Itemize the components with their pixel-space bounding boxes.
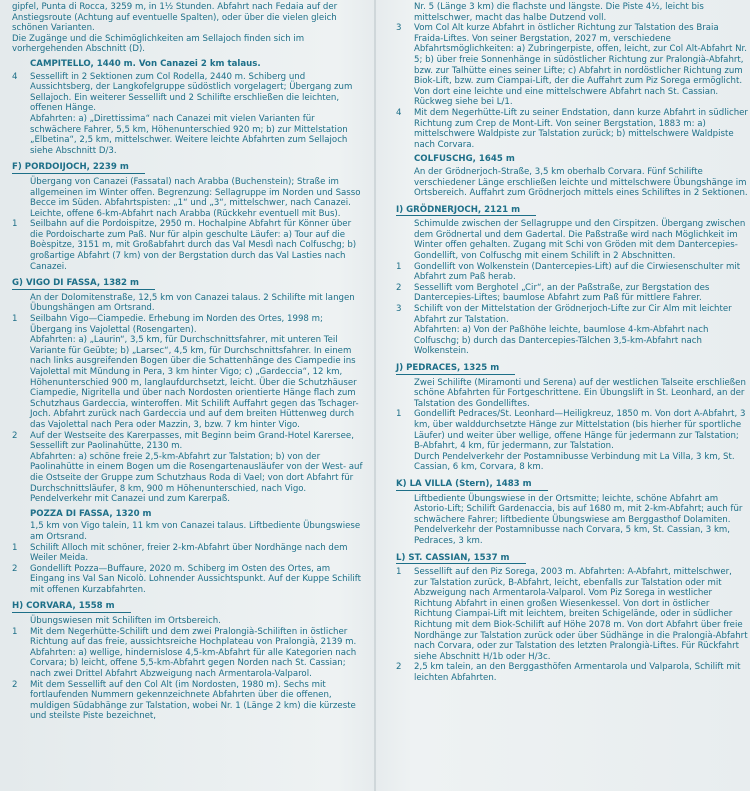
list-item	[396, 409, 748, 473]
list-item	[12, 680, 364, 722]
section-title: F) PORDOIJOCH, 2239 m	[12, 162, 145, 174]
item-number: 1	[396, 261, 402, 272]
item-number: 1	[12, 542, 18, 553]
section-title: K) LA VILLA (Stern), 1483 m	[396, 479, 548, 491]
item-text: Mit dem Sessellift auf den Col Alt (im Nordosten, 1980 m). Sechs mit fortlaufenden Nummern gekennzeichnete Abfahrten über die offenen, muldigen Südabhänge zur Talstation, wobei Nr. 1 (Länge 2 km) die kürzeste und steilste Piste bezeichnet,	[30, 679, 356, 722]
item-text: Schilift Alloch mit schöner, freier 2-km-Abfahrt über Nordhänge nach dem Weiler Meida.	[30, 542, 348, 564]
section-desc: An der Dolomitenstraße, 12,5 km von Canazei talaus. 2 Schilifte mit langen Übungshängen am Ortsrand.	[30, 292, 355, 314]
section-title: COLFUSCHG, 1645 m	[414, 154, 515, 165]
section-groednerjoch	[396, 203, 748, 357]
item-text: Mit dem Negerhütte-Lift zu seiner Endstation, dann kurze Abfahrt in südlicher Richtung zum Crep de Mont-Lift. Von seiner Bergstation, 1883 m: a) mittelschwere Waldpiste zur Talstation zurück; b) mittelschwere Waldpiste nach Corvara.	[414, 107, 748, 150]
item-text: Sessellift auf den Piz Sorega, 2003 m. Abfahrten: A-Abfahrt, mittelschwer, zur Talstation zurück, B-Abfahrt, leicht, ebenfalls zur Talstation oder mit Abzweigung nach Armentarola-Valparol. Vom Piz Sorega in westlicher Richtung Abfahrt in einen großen Wiesenkessel. Von dort in östlicher Richtung Ciampai-Lift mit leichtem, breiten Schigelände, oder in südlicher Richtung mit dem Biok-Schilift auf Höhe 2078 m. Von dort Abfahrt über freie Nordhänge zur Talstation zurück oder über Südhänge in die Pralongià-Abfahrt nach Corvara, oder zur Talstation des letzten Pralongià-Liftes. Für Rückfahrt siehe Abschnitt H/1b oder H/3c.	[414, 567, 748, 662]
item-text: Abfahrten: a) schöne freie 2,5-km-Abfahrt zur Talstation; b) von der Paolinahütte in einem Bogen um die Rosengartenausläufer von der West- auf die Ostseite der Gruppe zum Schutzhaus Roda di Vael; von dort Abfahrt für Durchschnittsläufer, 8 km, 900 m Höhenunterschied, nach Vigo. Pendelverkehr mit Canazei und zum Karerpaß.	[30, 451, 363, 505]
item-number: 2	[12, 430, 18, 441]
section-pordoijoch	[12, 160, 364, 272]
item-number: 4	[12, 71, 18, 82]
item-text: Schilift von der Mittelstation der Grödnerjoch-Lifte zur Cir Alm mit leichter Abfahrt zur Talstation.	[414, 304, 732, 325]
item-number: 1	[396, 409, 402, 420]
item-text: Abfahrten: a) Von der Paßhöhe leichte, baumlose 4-km-Abfahrt nach Colfuschg; b) durch das Dantercepies-Tälchen 3,5-km-Abfahrt nach Wolkenstein.	[414, 325, 709, 357]
item-number: 1	[396, 567, 402, 578]
section-title: H) CORVARA, 1558 m	[12, 601, 131, 613]
list-item	[12, 431, 364, 505]
item-text: Auf der Westseite des Karerpasses, mit Beginn beim Grand-Hotel Karersee, Sessellift zur Paolinahütte, 2130 m.	[30, 430, 354, 452]
list-item	[12, 219, 364, 272]
section-desc: 1,5 km von Vigo talein, 11 km von Canazei talaus. Liftbediente Übungswiese am Ortsrand.	[30, 521, 361, 542]
item-number: 2	[396, 662, 402, 673]
section-title: L) ST. CASSIAN, 1537 m	[396, 553, 526, 565]
section-vigo	[12, 276, 364, 504]
section-desc: Übungswiesen mit Schiliften im Ortsbereich.	[30, 616, 221, 627]
list-item	[396, 23, 748, 108]
item-text: Sessellift vom Berghotel „Cir“, an der Paßstraße, zur Bergstation des Dantercepies-Liftes; baumlose Abfahrt zum Paß für mittlere Fahrer.	[414, 282, 710, 304]
list-item	[396, 304, 748, 357]
right-column	[396, 2, 748, 684]
page-fold	[374, 0, 376, 791]
item-text: Seilbahn auf die Pordoispitze, 2950 m. Hochalpine Abfahrt für Könner über die Pordoischarte zum Paß. Nur für alpin geschulte Läufer: a) Tour auf die Boèspitze, 3151 m, mit Großabfahrt durch das Val Mesdì nach Colfuschg; b) großartige Abfahrt (7 km) von der Bergstation durch das Val Lasties nach Canazei.	[30, 219, 357, 272]
item-number: 1	[12, 219, 18, 230]
list-item	[396, 567, 748, 662]
list-item	[12, 627, 364, 680]
item-number: 1	[12, 626, 18, 637]
section-colfuschg	[396, 154, 748, 198]
intro-paragraph: gipfel, Punta di Rocca, 3259 m, in 1½ Stunden. Abfahrt nach Fedaia auf der Anstiegsroute (Achtung auf eventuelle Spalten), oder über die vielen gleich schönen Varianten.	[12, 2, 338, 34]
list-item	[396, 262, 748, 283]
section-title: I) GRÖDNERJOCH, 2121 m	[396, 205, 536, 217]
section-lavilla	[396, 477, 748, 547]
item-text: Seilbahn Vigo—Ciampedie. Erhebung im Norden des Ortes, 1998 m; Übergang ins Vajolettal (Rosengarten).	[30, 314, 323, 335]
item-text: Abfahrten: a) „Laurin“, 3,5 km, für Durchschnittsfahrer, mit unteren Teil Variante für Geübte; b) „Larsec“, 4,5 km, für Durchschnittsfahrer. In einem nach links ausgreifenden Bogen über die Schattenhänge des Ciampedie ins Vajolettal mit Mündung in Pera, 3 km hinter Vigo; c) „Gardeccia“, 12 km, Höhenunterschied 900 m, langlaufdurchsetzt, leicht. Über die Schutzhäuser Ciampedie, Nigritella und über nach Nordosten orientierte Hänge flach zum Schutzhaus Gardeccia, winteroffen. Mit Schilift Auffahrt gegen das Tschager-Joch. Abfahrt zurück nach Gardeccia und auf dem breiten Hüttenweg durch das Vajolettal nach Pera oder Mazzin, 3, bzw. 7 km hinter Vigo.	[30, 335, 359, 430]
item-number: 1	[12, 314, 18, 325]
left-column	[12, 2, 364, 722]
section-pozza	[12, 509, 364, 596]
section-desc: An der Grödnerjoch-Straße, 3,5 km oberhalb Corvara. Fünf Schilifte verschiedener Länge erschließen leichte und mittelschwere Übungshänge im Ortsbereich. Auffahrt zum Grödnerjoch mittels eines Schiliftes in 2 Sektionen.	[414, 166, 748, 199]
section-desc: Übergang von Canazei (Fassatal) nach Arabba (Buchenstein); Straße im allgemeinen im Winter offen. Begrenzung: Sellagruppe im Norden und Sasso Becce im Süden. Abfahrtspisten: „1“ und „3“, mittelschwer, nach Canazei. Leichte, offene 6-km-Abfahrt nach Arabba (Rückkehr eventuell mit Bus).	[30, 176, 361, 219]
item-text: Gondellift Pozza—Buffaure, 2020 m. Schiberg im Osten des Ortes, am Eingang ins Val San Nicolò. Lohnender Aussichtspunkt. Auf der Kuppe Schilift mit offenen Kurzabfahrten.	[30, 563, 361, 595]
section-title: G) VIGO DI FASSA, 1382 m	[12, 278, 155, 290]
list-item	[12, 543, 364, 564]
item-text: Durch Pendelverkehr der Postamnibusse Verbindung mit La Villa, 3 km, St. Cassian, 6 km, Corvara, 8 km.	[414, 451, 735, 473]
item-number: 2	[12, 563, 18, 574]
item-number: 4	[396, 107, 402, 118]
item-text: Gondellift von Wolkenstein (Dantercepies-Lift) auf die Cirwiesenschulter mit Abfahrt zum Paß herab.	[414, 261, 741, 283]
section-title: J) PEDRACES, 1325 m	[396, 363, 515, 375]
item-number: 2	[12, 679, 18, 690]
section-desc: Schimulde zwischen der Sellagruppe und den Cirspitzen. Übergang zwischen dem Grödnertal und dem Gadertal. Die Paßstraße wird nach Möglichkeit im Winter offen gehalten. Zugang mit Schi von Gröden mit dem Dantercepies-Gondellift, von Colfuschg mit einem Schilift in 2 Abschnitten.	[414, 219, 746, 262]
intro-paragraph: Die Zugänge und die Schimöglichkeiten am Sellajoch finden sich im vorhergehenden Abschnitt (D).	[12, 33, 305, 55]
item-text: Mit dem Negerhütte-Schilift und dem zwei Pralongià-Schiliften in östlicher Richtung auf das freie, aussichtsreiche Hochplateau von Pralongià, 2139 m.	[30, 626, 357, 648]
section-stcassian	[396, 551, 748, 684]
list-item	[12, 72, 364, 157]
item-number: 2	[396, 282, 402, 293]
item-text: Sessellift in 2 Sektionen zum Col Rodella, 2440 m. Schiberg und Aussichtsberg, der Langkofelgruppe südöstlich vorgelagert; Übergang zum Sellajoch. Ein weiterer Sessellift und 2 Schilifte erschließen die leichten, offenen Hänge.	[30, 71, 353, 114]
item-text: Gondellift Pedraces/St. Leonhard—Heiligkreuz, 1850 m. Von dort A-Abfahrt, 3 km, über walddurchsetzte Hänge zur Mittelstation (bis hierher für sportliche Läufer) und weiter über wellige, offene Hänge für jedermann zur Talstation; B-Abfahrt, 4 km, für jedermann, zur Talstation.	[414, 409, 746, 452]
list-item	[12, 564, 364, 596]
item-text: Abfahrten: a) „Direttissima“ nach Canazei mit vielen Varianten für schwächere Fahrer, 5,5 km, Höhenunterschied 920 m; b) zur Mittelstation „Elbetina“, 2,5 km, mittelschwer. Weitere leichte Abfahrten zum Sellajoch siehe Abschnitt D/3.	[30, 113, 348, 156]
item-number: 3	[396, 304, 402, 315]
section-desc: Zwei Schilifte (Miramonti und Serena) auf der westlichen Talseite erschließen schöne Abfahrten für Fortgeschrittene. Ein Übungslift in St. Leonhard, an der Talstation des Gondelliftes.	[414, 377, 746, 409]
item-number: 3	[396, 23, 402, 34]
list-item	[396, 662, 748, 683]
item-text: Abfahrten: a) wellige, hindernislose 4,5-km-Abfahrt für alle Kategorien nach Corvara; b) leicht, offene 5,5-km-Abfahrt gegen Norden nach St. Cassian; nach zwei Drittel Abfahrt Abzweigung nach Armentarola-Valparol.	[30, 647, 357, 680]
list-item	[396, 283, 748, 304]
item-text: Vom Col Alt kurze Abfahrt in östlicher Richtung zur Talstation des Braia Fraida-Liftes. Von seiner Bergstation, 2027 m, verschiedene Abfahrtsmöglichkeiten: a) Zubringerpiste, offen, leicht, zur Col Alt-Abfahrt Nr. 5; b) über freie Sonnenhänge in südöstlicher Richtung zur Pralongià-Abfahrt, bzw. zur Talhütte eines seiner Lifte; c) Abfahrt in nordöstlicher Richtung zum Biok-Lift, bzw. zum Ciampai-Lift, der die Auffahrt zum Piz Sorega ermöglicht. Von dort eine leichte und eine mittelschwere Abfahrt nach St. Cassian. Rückweg siehe bei L/1.	[414, 23, 747, 108]
section-title: CAMPITELLO, 1440 m. Von Canazei 2 km talaus.	[30, 58, 261, 69]
section-corvara	[12, 599, 364, 722]
continued-paragraph: Nr. 5 (Länge 3 km) die flachste und längste. Die Piste 4½, leicht bis mittelschwer, macht das halbe Dutzend voll.	[414, 2, 704, 23]
section-campitello	[12, 59, 364, 156]
list-item	[396, 108, 748, 150]
item-text: 2,5 km talein, an den Berggasthöfen Armentarola und Valparola, Schilift mit leichten Abfahrten.	[414, 662, 741, 684]
list-item	[12, 314, 364, 431]
section-title: POZZA DI FASSA, 1320 m	[30, 508, 152, 519]
section-desc: Liftbediente Übungswiese in der Ortsmitte; leichte, schöne Abfahrt am Astorio-Lift; Schilift Gardenaccia, bis auf 1680 m, mit 2-km-Abfahrt; auch für schwächere Fahrer; liftbediente Übungswiese am Berggasthof Dolamiten. Pendelverkehr der Postamnibusse nach Corvara, 5 km, St. Cassian, 3 km, Pedraces, 3 km.	[414, 493, 743, 546]
section-pedraces	[396, 361, 748, 473]
